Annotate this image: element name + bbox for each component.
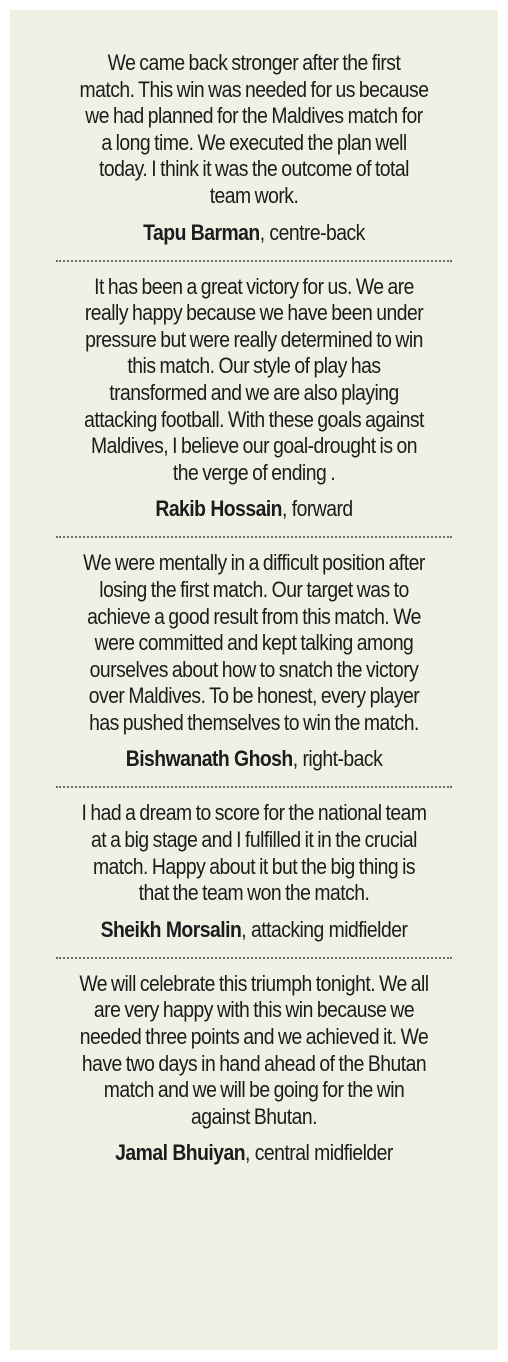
speaker-name: Jamal Bhuiyan [115, 1140, 246, 1166]
quote-attribution [79, 496, 430, 522]
dotted-divider [56, 786, 452, 788]
quote-attribution [79, 220, 430, 246]
quote-text: It has been a great victory for us. We are really happy because we have been under pressure but were really determined to win this match. Our style of play has transformed and we are also playing attacking football. With these goals against Maldives, I believe our goal-drought is on the verge of ending . [84, 273, 424, 485]
quote-block-bishwanath-ghosh [50, 550, 458, 772]
quote-block-sheikh-morsalin [50, 800, 458, 942]
speaker-name: Sheikh Morsalin [100, 916, 242, 942]
speaker-role: , central midfielder [245, 1140, 393, 1166]
speaker-role: , forward [282, 496, 353, 522]
quote-text: We will celebrate this triumph tonight. We all are very happy with this win because we needed three points and we achieved it. We have two days in hand ahead of the Bhutan match and we will be going for the win against Bhutan. [79, 970, 429, 1129]
dotted-divider [56, 260, 452, 262]
quote-attribution [79, 746, 430, 772]
speaker-name: Bishwanath Ghosh [125, 746, 293, 772]
quote-block-jamal-bhuiyan [50, 971, 458, 1167]
speaker-name: Tapu Barman [143, 219, 260, 245]
speaker-role: , centre-back [259, 219, 365, 245]
dotted-divider [56, 536, 452, 538]
quote-text: I had a dream to score for the national team at a big stage and I fulfilled it in the crucial match. Happy about it but the big thing is that the team won the match. [81, 800, 427, 906]
quote-block-rakib-hossain [50, 274, 458, 523]
quote-text: We came back stronger after the first match. This win was needed for us because we had planned for the Maldives match for a long time. We executed the plan well today. I think it was the outcome of total team work. [79, 50, 429, 208]
quote-text: We were mentally in a difficult position after losing the first match. Our target was to achieve a good result from this match. We were committed and kept talking among ourselves about how to snatch the victory over Maldives. To be honest, every player has pushed themselves to win the match. [83, 550, 425, 735]
quote-block-tapu-barman [50, 50, 458, 246]
quotes-panel [10, 10, 498, 1350]
quote-attribution [79, 917, 430, 943]
speaker-name: Rakib Hossain [155, 496, 283, 522]
dotted-divider [56, 957, 452, 959]
speaker-role: , attacking midfielder [241, 916, 408, 942]
quote-attribution [79, 1140, 430, 1166]
speaker-role: , right-back [292, 746, 383, 772]
